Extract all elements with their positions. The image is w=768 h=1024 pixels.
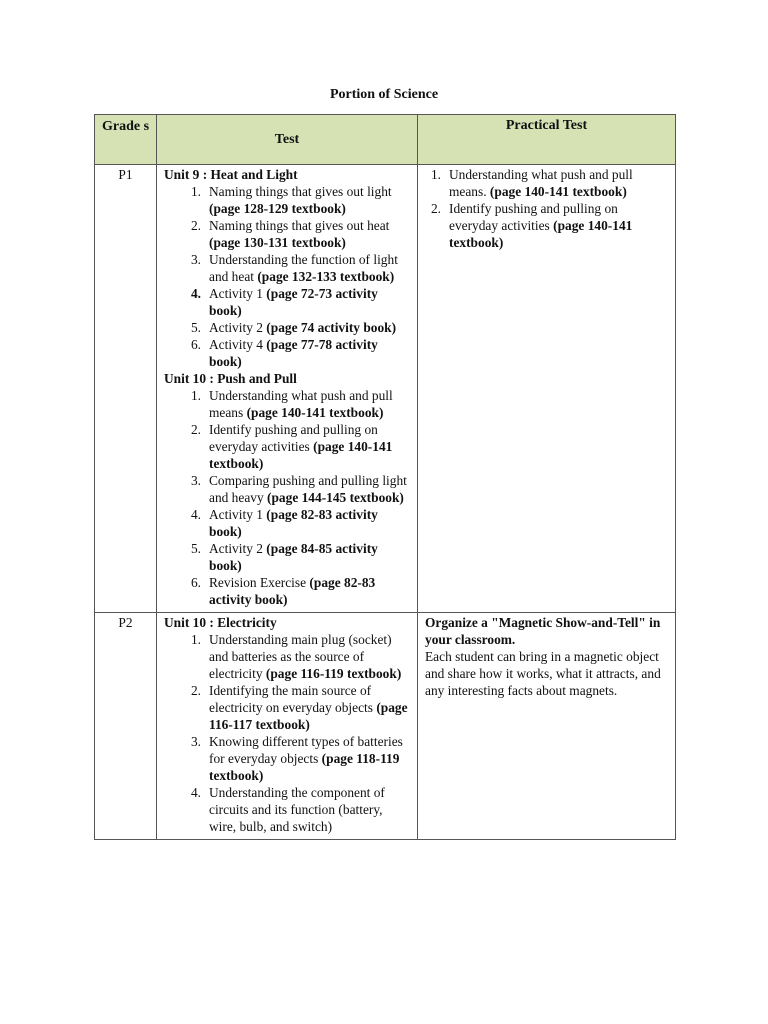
list-item: 1. Understanding what push and pull means (page 140-141 textbook) <box>190 388 393 420</box>
list-item: 2. Naming things that gives out heat (page 130-131 textbook) <box>190 218 390 250</box>
practical-cell <box>418 613 676 840</box>
list-item: 3. Knowing different types of batteries for everyday objects (page 118-119 textbook) <box>190 734 403 783</box>
unit-item-list <box>164 387 411 608</box>
list-item: 2. Identify pushing and pulling on everyday activities (page 140-141 textbook) <box>430 201 633 250</box>
list-item: 1. Understanding what push and pull means. (page 140-141 textbook) <box>430 167 633 199</box>
list-item: 1. Naming things that gives out light (page 128-129 textbook) <box>190 184 392 216</box>
unit-title: Unit 10 : Push and Pull <box>164 371 297 386</box>
test-cell <box>157 165 418 613</box>
list-item: 5. Activity 2 (page 84-85 activity book) <box>190 541 378 573</box>
unit-title: Unit 9 : Heat and Light <box>164 167 298 182</box>
grade-cell: P1 <box>95 165 157 613</box>
grade-cell: P2 <box>95 613 157 840</box>
list-item: 4. Activity 1 (page 72-73 activity book) <box>190 286 378 318</box>
header-practical-test: Practical Test <box>418 115 676 165</box>
list-item: 3. Understanding the function of light and heat (page 132-133 textbook) <box>190 252 398 284</box>
practical-list <box>425 166 669 251</box>
list-item: 5. Activity 2 (page 74 activity book) <box>190 320 397 335</box>
list-item: 2. Identifying the main source of electricity on everyday objects (page 116-117 textbook) <box>190 683 408 732</box>
list-item: 1. Understanding main plug (socket) and batteries as the source of electricity (page 116-119 textbook) <box>190 632 402 681</box>
page-title: Portion of Science <box>329 87 439 102</box>
list-item: 6. Activity 4 (page 77-78 activity book) <box>190 337 378 369</box>
table-row <box>95 165 676 613</box>
list-item: 3. Comparing pushing and pulling light and heavy (page 144-145 textbook) <box>190 473 407 505</box>
table-header-row <box>95 115 676 165</box>
list-item: 4. Activity 1 (page 82-83 activity book) <box>190 507 378 539</box>
unit-title: Unit 10 : Electricity <box>164 615 277 630</box>
practical-cell <box>418 165 676 613</box>
header-test: Test <box>157 115 418 165</box>
practical-description: Each student can bring in a magnetic object and share how it works, what it attracts, and any interesting facts about magnets. <box>425 649 661 698</box>
list-item: 6. Revision Exercise (page 82-83 activity book) <box>190 575 376 607</box>
header-grades: Grade s <box>95 115 157 165</box>
science-portion-table <box>94 114 676 840</box>
unit-item-list <box>164 631 411 835</box>
practical-heading: Organize a "Magnetic Show-and-Tell" in your classroom. <box>425 615 661 647</box>
list-item: 2. Identify pushing and pulling on everyday activities (page 140-141 textbook) <box>190 422 393 471</box>
list-item: 4. Understanding the component of circuits and its function (battery, wire, bulb, and switch) <box>190 785 385 834</box>
test-cell <box>157 613 418 840</box>
unit-item-list <box>164 183 411 370</box>
table-row <box>95 613 676 840</box>
